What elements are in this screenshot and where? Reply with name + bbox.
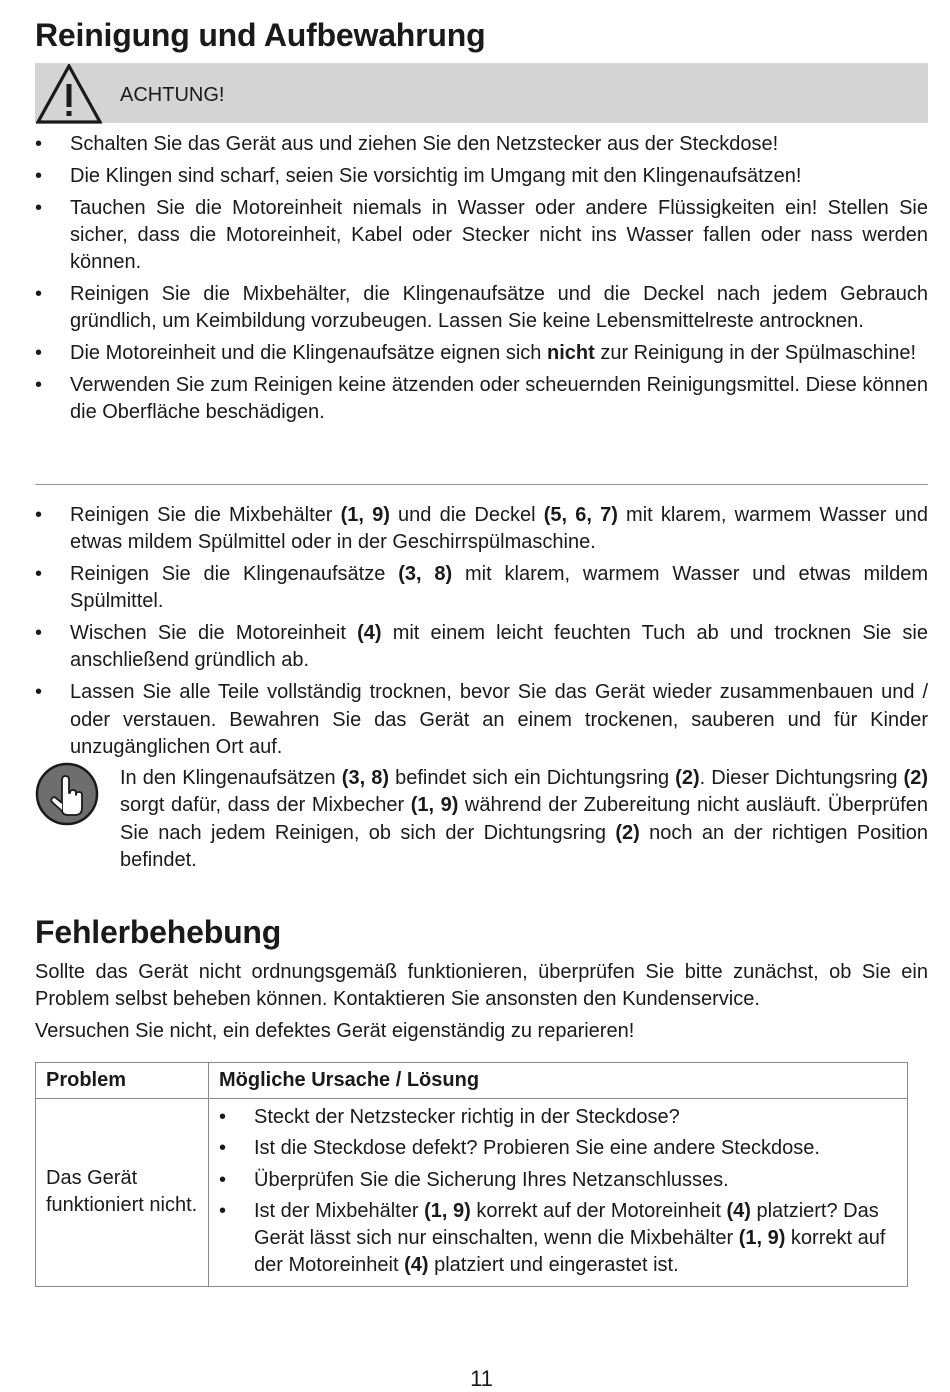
text-segment: Wischen Sie die Motoreinheit <box>70 622 358 645</box>
text-segment: noch an der richtigen Position befindet. <box>120 821 928 871</box>
list-item: • Schalten Sie das Gerät aus und ziehen Sie den Netzstecker aus der Steckdose! <box>35 131 928 158</box>
warning-list <box>35 131 928 431</box>
troubleshooting-table <box>35 1062 908 1287</box>
page-number: 11 <box>470 1366 493 1391</box>
solution-list <box>219 1104 897 1280</box>
problem-cell: Das Gerät funktioniert nicht. <box>36 1099 209 1287</box>
bold-reference: (3, 8) <box>341 767 389 789</box>
bold-reference: (1, 9) <box>424 1199 471 1222</box>
header-problem: Problem <box>36 1063 209 1099</box>
text-segment: Ist der Mixbehälter <box>254 1199 425 1222</box>
note-text <box>120 765 928 874</box>
solution-item: • Überprüfen Sie die Sicherung Ihres Netzanschlusses. <box>219 1167 897 1194</box>
list-item: • Lassen Sie alle Teile vollständig trocknen, bevor Sie das Gerät wieder zusammenbauen und / oder verstauen. Bewahren Sie das Gerät an einem trockenen, sauberen und für Kinder unzugänglichen Ort auf. <box>35 679 928 761</box>
text-segment: . Dieser Dichtungsring <box>699 767 904 789</box>
text-segment: und die Deckel <box>389 504 544 526</box>
solution-item: • Ist die Steckdose defekt? Probieren Sie eine andere Steckdose. <box>219 1135 897 1162</box>
table-row <box>36 1099 908 1287</box>
text-segment: Reinigen Sie die Mixbehälter <box>70 504 341 526</box>
section-title-troubleshooting: Fehlerbehebung <box>35 914 282 950</box>
care-list <box>35 502 928 766</box>
list-item <box>35 561 928 616</box>
section-title-cleaning: Reinigung und Aufbewahrung <box>35 17 486 53</box>
bold-reference: (2) <box>903 767 928 789</box>
list-item <box>35 620 928 675</box>
intro-warning: Versuchen Sie nicht, ein defektes Gerät eigenständig zu reparieren! <box>35 1020 635 1042</box>
list-item <box>35 502 928 557</box>
solution-item <box>219 1198 897 1280</box>
text-segment: zur Reinigung in der Spülmaschine! <box>594 342 917 365</box>
list-item: • Tauchen Sie die Motoreinheit niemals in Wasser oder andere Flüssigkeiten ein! Stellen Sie sicher, dass die Motoreinheit, Kabel oder Stecker nicht ins Wasser fallen oder nass werden können. <box>35 195 928 277</box>
text-segment: Die Motoreinheit und die Klingenaufsätze eignen sich <box>70 342 547 365</box>
bold-reference: nicht <box>546 342 595 365</box>
warning-label: ACHTUNG! <box>120 84 225 106</box>
bold-reference: (4) <box>726 1199 751 1222</box>
text-segment: mit einem leicht feuchten Tuch ab und trocknen Sie sie anschließend gründlich ab. <box>70 622 928 672</box>
text-segment: platziert? Das Gerät lässt sich nur einschalten, wenn die Mixbehälter <box>254 1199 879 1250</box>
table-header-row <box>36 1063 908 1099</box>
bold-reference: (2) <box>675 767 700 789</box>
text-segment: befindet sich ein Dichtungsring <box>389 767 676 789</box>
text-segment: Reinigen Sie die Klingenaufsätze <box>70 563 399 586</box>
header-solution: Mögliche Ursache / Lösung <box>209 1063 908 1099</box>
text-segment: korrekt auf der Motoreinheit <box>254 1227 886 1277</box>
bold-reference: (3, 8) <box>398 563 453 586</box>
warning-triangle-icon <box>36 64 102 124</box>
text-segment: korrekt auf der Motoreinheit <box>470 1199 727 1222</box>
text-segment: mit klarem, warmem Wasser und etwas mildem Spülmittel oder in der Geschirrspülmaschine. <box>70 504 929 554</box>
list-item <box>35 340 928 367</box>
solution-item: • Steckt der Netzstecker richtig in der Steckdose? <box>219 1104 897 1131</box>
bold-reference: (1, 9) <box>410 794 459 817</box>
list-item: • Die Klingen sind scharf, seien Sie vorsichtig im Umgang mit den Klingenaufsätzen! <box>35 163 928 190</box>
solution-cell <box>209 1099 908 1287</box>
warning-banner <box>35 63 928 123</box>
text-segment: platziert und eingerastet ist. <box>428 1254 679 1277</box>
bold-reference: (4) <box>357 622 382 645</box>
bold-reference: (5, 6, 7) <box>543 504 618 526</box>
bold-reference: (2) <box>615 821 640 844</box>
divider <box>35 484 928 485</box>
bold-reference: (1, 9) <box>340 504 390 526</box>
bold-reference: (1, 9) <box>738 1227 786 1250</box>
text-segment: In den Klingenaufsätzen <box>120 767 342 789</box>
list-item: • Reinigen Sie die Mixbehälter, die Klingenaufsätze und die Deckel nach jedem Gebrauch gründlich, um Keimbildung vorzubeugen. Lassen Sie keine Lebensmittelreste antrocknen. <box>35 281 928 336</box>
bold-reference: (4) <box>404 1254 429 1277</box>
text-segment: mit klarem, warmem Wasser und etwas mildem Spülmittel. <box>70 563 929 613</box>
intro-paragraph: Sollte das Gerät nicht ordnungsgemäß funktionieren, überprüfen Sie bitte zunächst, ob Sie ein Problem selbst beheben können. Kontaktieren Sie ansonsten den Kundenservice. <box>35 961 928 1011</box>
pointing-hand-icon <box>35 762 101 828</box>
list-item: • Verwenden Sie zum Reinigen keine ätzenden oder scheuernden Reinigungsmittel. Diese können die Oberfläche beschädigen. <box>35 372 928 427</box>
text-segment: während der Zubereitung nicht ausläuft. Überprüfen Sie nach jedem Reinigen, ob sich der Dichtungsring <box>120 794 928 844</box>
text-segment: sorgt dafür, dass der Mixbecher <box>120 794 411 817</box>
